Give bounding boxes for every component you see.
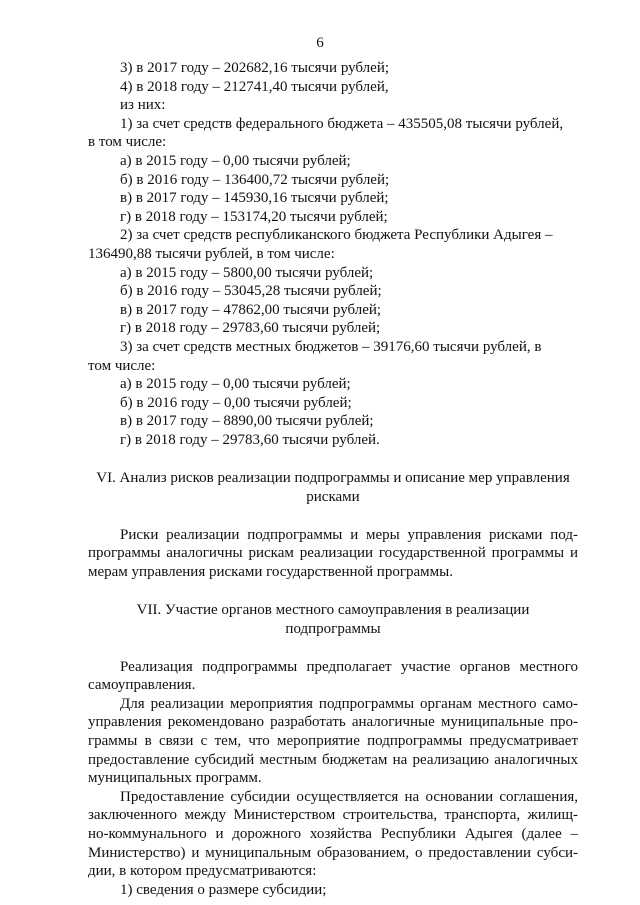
budget-line: в) в 2017 году – 47862,00 тысячи рублей;	[120, 301, 382, 318]
budget-line: а) в 2015 году – 5800,00 тысячи рублей;	[120, 264, 374, 281]
section-6-heading	[88, 469, 578, 506]
paragraph-line: программы аналогичны рискам реализации государственной программы и	[88, 545, 578, 562]
budget-line: 3) в 2017 году – 202682,16 тысячи рублей;	[120, 60, 390, 76]
section-7-paragraph-3	[88, 788, 578, 881]
budget-line: 4) в 2018 году – 212741,40 тысячи рублей,	[120, 78, 389, 95]
list-item: 1) сведения о размере субсидии;	[120, 881, 327, 898]
paragraph-line: управления рекомендовано разработать аналогичные муниципальные про-	[88, 714, 578, 731]
budget-line: а) в 2015 году – 0,00 тысячи рублей;	[120, 152, 351, 169]
paragraph-line: Министерство) и муниципальным образованием, о предоставлении субси-	[88, 844, 578, 861]
budget-line: б) в 2016 году – 0,00 тысячи рублей;	[120, 394, 352, 411]
paragraph-line: но-коммунального и дорожного хозяйства Республики Адыгея (далее –	[88, 825, 578, 842]
section-7-heading	[88, 601, 578, 638]
paragraph-line: самоуправления.	[88, 677, 196, 694]
section-6-paragraph	[88, 526, 578, 582]
budget-list	[88, 59, 578, 449]
budget-line: из них:	[120, 97, 166, 114]
budget-line: 1) за счет средств федерального бюджета – 435505,08 тысячи рублей,	[120, 115, 564, 132]
section-6-heading-line: рисками	[306, 489, 360, 506]
budget-line: 3) за счет средств местных бюджетов – 39176,60 тысячи рублей, в	[120, 338, 542, 355]
paragraph-line: предоставление субсидий местным бюджетам на реализацию аналогичных	[88, 751, 578, 768]
budget-line: г) в 2018 году – 29783,60 тысячи рублей.	[120, 431, 380, 448]
page-content	[88, 59, 578, 899]
budget-line: 136490,88 тысячи рублей, в том числе:	[88, 245, 335, 262]
paragraph-line: Для реализации мероприятия подпрограммы органам местного само-	[120, 695, 578, 712]
budget-line: 2) за счет средств республиканского бюджета Республики Адыгея –	[120, 227, 553, 244]
paragraph-line: граммы в связи с тем, что мероприятие подпрограммы предусматривает	[88, 733, 578, 749]
budget-line: г) в 2018 году – 153174,20 тысячи рублей;	[120, 208, 388, 225]
section-7-paragraph-2	[88, 695, 578, 788]
budget-line: том числе:	[88, 357, 156, 374]
budget-line: б) в 2016 году – 53045,28 тысячи рублей;	[120, 283, 382, 300]
paragraph-line: мерам управления рисками государственной программы.	[88, 563, 453, 580]
paragraph-line: Риски реализации подпрограммы и меры управления рисками под-	[120, 526, 578, 543]
section-7-heading-line: VII. Участие органов местного самоуправления в реализации	[136, 602, 530, 619]
budget-line: а) в 2015 году – 0,00 тысячи рублей;	[120, 376, 351, 393]
budget-line: г) в 2018 году – 29783,60 тысячи рублей;	[120, 320, 381, 337]
budget-line: в) в 2017 году – 145930,16 тысячи рублей;	[120, 190, 389, 207]
paragraph-line: дии, в котором предусматриваются:	[88, 863, 317, 880]
page-number: 6	[316, 35, 324, 51]
paragraph-line: Реализация подпрограммы предполагает участие органов местного	[120, 658, 578, 675]
section-7-paragraph-1	[88, 658, 578, 695]
section-6-heading-line: VI. Анализ рисков реализации подпрограммы и описание мер управления	[96, 470, 570, 487]
paragraph-line: муниципальных программ.	[88, 770, 262, 787]
budget-line: в) в 2017 году – 8890,00 тысячи рублей;	[120, 413, 374, 430]
budget-line: в том числе:	[88, 134, 167, 151]
paragraph-line: Предоставление субсидии осуществляется на основании соглашения,	[120, 788, 578, 805]
section-7-heading-line: подпрограммы	[285, 621, 381, 638]
budget-line: б) в 2016 году – 136400,72 тысячи рублей;	[120, 171, 390, 188]
paragraph-line: заключенного между Министерством строительства, транспорта, жилищ-	[88, 807, 578, 824]
